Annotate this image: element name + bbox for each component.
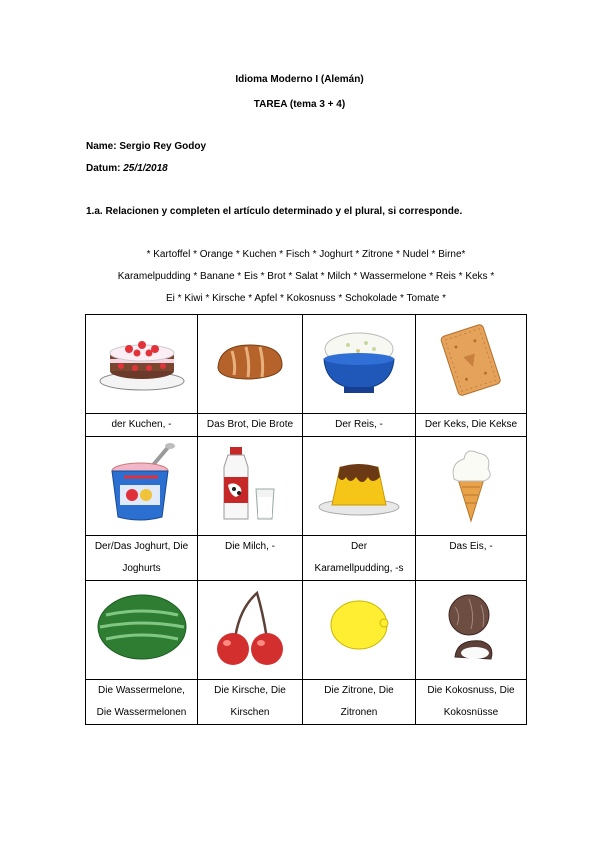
date-label: Datum: xyxy=(86,163,121,174)
cell-label xyxy=(198,680,303,725)
cell-label xyxy=(86,536,198,581)
picture-row xyxy=(86,437,527,536)
lemon-icon xyxy=(314,585,404,669)
name-row xyxy=(86,140,206,162)
cell-label-line: Die Milch, - xyxy=(224,541,275,552)
cell-label xyxy=(198,536,303,581)
student-info xyxy=(86,140,206,184)
label-row xyxy=(86,680,527,725)
coconut-icon xyxy=(431,585,511,669)
biscuit-icon xyxy=(431,319,511,403)
cell-label-line: Die Kirsche, Die xyxy=(214,685,286,696)
cell-label: Das Brot, Die Brote xyxy=(198,414,303,437)
label-row xyxy=(86,536,527,581)
cell-label-line: Das Eis, - xyxy=(449,541,493,552)
watermelon-icon xyxy=(94,585,190,669)
picture-cell xyxy=(303,315,416,414)
cell-label: Der Keks, Die Kekse xyxy=(416,414,527,437)
picture-row xyxy=(86,581,527,680)
cell-label-line: Joghurts xyxy=(122,563,161,574)
cell-label-line: Der xyxy=(350,541,368,552)
cherry-icon xyxy=(205,585,295,669)
picture-cell xyxy=(303,581,416,680)
document-header xyxy=(0,73,599,123)
picture-row xyxy=(86,315,527,414)
milk-icon xyxy=(210,441,290,525)
word-bank xyxy=(86,248,526,314)
picture-cell xyxy=(86,437,198,536)
cell-label xyxy=(86,680,198,725)
date-row xyxy=(86,162,206,184)
name-value: Sergio Rey Godoy xyxy=(119,141,207,152)
document-title: Idioma Moderno I (Alemán) xyxy=(235,74,364,85)
rice-bowl-icon xyxy=(314,319,404,403)
cell-label-line: Zitronen xyxy=(340,707,378,718)
cell-label-line: Die Kokosnuss, Die xyxy=(427,685,515,696)
task-instruction: 1.a. Relacionen y completen el artículo determinado y el plural, si corresponde. xyxy=(86,206,463,217)
cell-label xyxy=(303,680,416,725)
picture-cell xyxy=(303,437,416,536)
date-value: 25/1/2018 xyxy=(123,163,168,174)
picture-cell xyxy=(198,581,303,680)
cake-icon xyxy=(97,319,187,399)
picture-cell xyxy=(416,437,527,536)
pudding-icon xyxy=(314,441,404,525)
picture-cell xyxy=(198,437,303,536)
cell-label: Der Reis, - xyxy=(303,414,416,437)
cell-label-line: Die Zitrone, Die xyxy=(324,685,394,696)
document-subtitle: TAREA (tema 3 + 4) xyxy=(253,99,346,110)
label-row xyxy=(86,414,527,437)
bread-icon xyxy=(210,319,290,399)
cell-label xyxy=(416,536,527,581)
cell-label-line: Kokosnüsse xyxy=(443,707,499,718)
picture-cell xyxy=(416,315,527,414)
cell-label xyxy=(416,680,527,725)
cell-label-line: Der/Das Joghurt, Die xyxy=(94,541,189,552)
cell-label-line: Die Wassermelone, xyxy=(98,685,185,696)
picture-cell xyxy=(416,581,527,680)
cell-label xyxy=(303,536,416,581)
picture-cell xyxy=(198,315,303,414)
cell-label: der Kuchen, - xyxy=(86,414,198,437)
food-table xyxy=(85,314,527,725)
cell-label-line: Karamellpudding, -s xyxy=(314,563,404,574)
word-bank-line: Karamelpudding * Banane * Eis * Brot * Salat * Milch * Wassermelone * Reis * Keks * xyxy=(117,271,495,282)
yogurt-icon xyxy=(102,441,182,525)
cell-label-line: Kirschen xyxy=(230,707,270,718)
picture-cell xyxy=(86,581,198,680)
cell-label-line: Die Wassermelonen xyxy=(96,707,187,718)
word-bank-line: * Kartoffel * Orange * Kuchen * Fisch * Joghurt * Zitrone * Nudel * Birne* xyxy=(146,249,466,260)
picture-cell xyxy=(86,315,198,414)
ice-cream-icon xyxy=(436,441,506,525)
word-bank-line: Ei * Kiwi * Kirsche * Apfel * Kokosnuss * Schokolade * Tomate * xyxy=(166,293,446,304)
name-label: Name: xyxy=(86,141,117,152)
